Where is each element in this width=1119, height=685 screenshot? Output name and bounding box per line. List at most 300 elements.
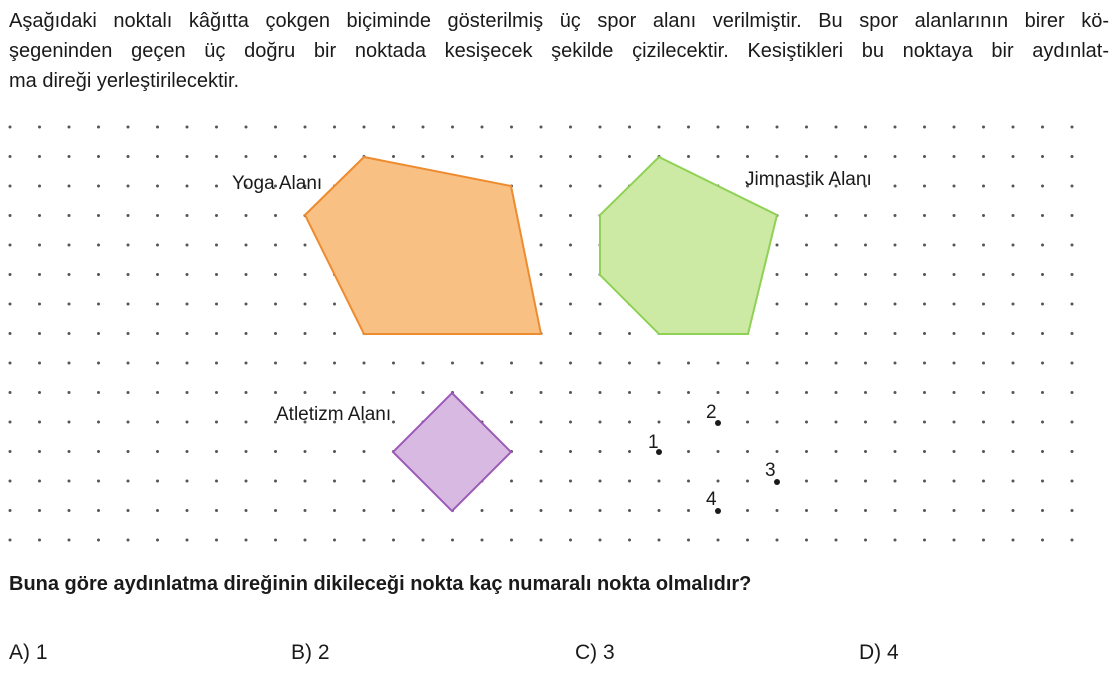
problem-line-1: Aşağıdaki noktalı kâğıtta çokgen biçiminde gösterilmiş üç spor alanı verilmiştir. Bu spor alanlarının birer kö-	[9, 10, 1109, 32]
grid-dot	[422, 362, 425, 365]
grid-dot	[864, 332, 867, 335]
gymnastics-area-label: Jimnastik Alanı	[745, 169, 872, 190]
grid-dot	[422, 391, 425, 394]
grid-dot	[599, 539, 602, 542]
grid-dot	[304, 155, 307, 158]
grid-dot	[982, 539, 985, 542]
grid-dot	[864, 421, 867, 424]
grid-dot	[776, 539, 779, 542]
grid-dot	[982, 214, 985, 217]
grid-dot	[835, 273, 838, 276]
candidate-point-2	[706, 402, 721, 426]
grid-dot	[540, 126, 543, 129]
grid-dot	[304, 126, 307, 129]
grid-dot	[894, 509, 897, 512]
grid-dot	[746, 126, 749, 129]
grid-dot	[894, 391, 897, 394]
grid-dot	[274, 539, 277, 542]
candidate-point-1	[648, 432, 662, 455]
grid-dot	[1012, 539, 1015, 542]
grid-dot	[127, 362, 130, 365]
grid-dot	[333, 480, 336, 483]
grid-dot	[923, 214, 926, 217]
grid-dot	[569, 214, 572, 217]
grid-dot	[1041, 332, 1044, 335]
grid-dot	[982, 362, 985, 365]
grid-dot	[746, 480, 749, 483]
grid-dot	[274, 450, 277, 453]
choice-d[interactable]: D) 4	[859, 641, 899, 664]
grid-dot	[68, 480, 71, 483]
grid-dot	[9, 214, 12, 217]
grid-dot	[274, 480, 277, 483]
grid-dot	[894, 450, 897, 453]
grid-dot	[540, 391, 543, 394]
grid-dot	[894, 421, 897, 424]
grid-dot	[245, 480, 248, 483]
grid-dot	[953, 244, 956, 247]
grid-dot	[864, 244, 867, 247]
grid-dot	[953, 155, 956, 158]
grid-dot	[186, 155, 189, 158]
grid-dot	[245, 332, 248, 335]
grid-dot	[215, 126, 218, 129]
grid-dot	[953, 303, 956, 306]
grid-dot	[746, 421, 749, 424]
grid-dot	[923, 362, 926, 365]
grid-dot	[156, 126, 159, 129]
grid-dot	[481, 509, 484, 512]
grid-dot	[1041, 421, 1044, 424]
grid-dot	[894, 362, 897, 365]
grid-dot	[540, 509, 543, 512]
candidate-point-4	[706, 489, 721, 514]
grid-dot	[1041, 244, 1044, 247]
grid-dot	[392, 480, 395, 483]
grid-dot	[894, 155, 897, 158]
grid-dot	[805, 126, 808, 129]
grid-dot	[304, 244, 307, 247]
grid-dot	[127, 214, 130, 217]
grid-dot	[38, 362, 41, 365]
grid-dot	[746, 539, 749, 542]
grid-dot	[9, 480, 12, 483]
grid-dot	[540, 539, 543, 542]
grid-dot	[68, 155, 71, 158]
grid-dot	[687, 391, 690, 394]
grid-dot	[38, 126, 41, 129]
grid-dot	[274, 362, 277, 365]
grid-dot	[274, 126, 277, 129]
grid-dot	[923, 155, 926, 158]
grid-dot	[923, 126, 926, 129]
grid-dot	[1012, 421, 1015, 424]
grid-dot	[245, 303, 248, 306]
grid-dot	[422, 539, 425, 542]
grid-dot	[156, 303, 159, 306]
grid-dot	[835, 214, 838, 217]
grid-dot	[628, 391, 631, 394]
grid-dot	[805, 273, 808, 276]
grid-dot	[274, 303, 277, 306]
grid-dot	[156, 539, 159, 542]
grid-dot	[599, 303, 602, 306]
grid-dot	[1041, 303, 1044, 306]
choice-a[interactable]: A) 1	[9, 641, 48, 664]
grid-dot	[599, 155, 602, 158]
grid-dot	[38, 480, 41, 483]
grid-dot	[1041, 362, 1044, 365]
grid-dot	[9, 391, 12, 394]
grid-dot	[923, 332, 926, 335]
grid-dot	[451, 155, 454, 158]
grid-dot	[599, 421, 602, 424]
grid-dot	[333, 539, 336, 542]
grid-dot	[9, 450, 12, 453]
grid-dot	[1071, 362, 1074, 365]
grid-dot	[68, 273, 71, 276]
grid-dot	[953, 362, 956, 365]
grid-dot	[215, 450, 218, 453]
grid-dot	[982, 155, 985, 158]
grid-dot	[717, 391, 720, 394]
grid-dot	[835, 391, 838, 394]
grid-dot	[569, 244, 572, 247]
grid-dot	[599, 332, 602, 335]
grid-dot	[1071, 391, 1074, 394]
choice-b[interactable]: B) 2	[291, 641, 330, 664]
grid-dot	[717, 155, 720, 158]
grid-dot	[451, 126, 454, 129]
grid-dot	[864, 126, 867, 129]
grid-dot	[599, 185, 602, 188]
grid-dot	[333, 332, 336, 335]
grid-dot	[953, 273, 956, 276]
problem-line-3: ma direği yerleştirilecektir.	[9, 70, 240, 92]
grid-dot	[333, 303, 336, 306]
grid-dot	[805, 391, 808, 394]
grid-dot	[392, 155, 395, 158]
grid-dot	[215, 421, 218, 424]
grid-dot	[599, 362, 602, 365]
grid-dot	[1012, 244, 1015, 247]
grid-dot	[481, 155, 484, 158]
grid-dot	[687, 480, 690, 483]
grid-dot	[805, 332, 808, 335]
grid-dot	[97, 509, 100, 512]
grid-dot	[658, 509, 661, 512]
grid-dot	[97, 332, 100, 335]
grid-dot	[186, 185, 189, 188]
grid-dot	[746, 362, 749, 365]
grid-dot	[569, 332, 572, 335]
grid-dot	[481, 362, 484, 365]
grid-dot	[923, 539, 926, 542]
grid-dot	[1012, 332, 1015, 335]
grid-dot	[481, 391, 484, 394]
grid-dot	[186, 450, 189, 453]
grid-dot	[363, 450, 366, 453]
athletics-area-label: Atletizm Alanı	[276, 404, 392, 425]
grid-dot	[38, 303, 41, 306]
grid-dot	[628, 480, 631, 483]
grid-dot	[540, 273, 543, 276]
grid-dot	[540, 155, 543, 158]
grid-dot	[628, 332, 631, 335]
grid-dot	[215, 480, 218, 483]
grid-dot	[894, 214, 897, 217]
grid-dot	[245, 214, 248, 217]
grid-dot	[9, 185, 12, 188]
grid-dot	[540, 450, 543, 453]
grid-dot	[835, 126, 838, 129]
grid-dot	[38, 509, 41, 512]
grid-dot	[38, 332, 41, 335]
grid-dot	[510, 155, 513, 158]
grid-dot	[776, 332, 779, 335]
grid-dot	[894, 126, 897, 129]
grid-dot	[540, 244, 543, 247]
grid-dot	[599, 509, 602, 512]
grid-dot	[510, 126, 513, 129]
grid-dot	[835, 155, 838, 158]
grid-dot	[245, 421, 248, 424]
grid-dot	[1071, 185, 1074, 188]
grid-dot	[1012, 273, 1015, 276]
grid-dot	[68, 244, 71, 247]
grid-dot	[9, 509, 12, 512]
grid-dot	[717, 480, 720, 483]
grid-dot	[687, 155, 690, 158]
grid-dot	[68, 185, 71, 188]
grid-dot	[1071, 273, 1074, 276]
grid-dot	[628, 155, 631, 158]
grid-dot	[982, 480, 985, 483]
grid-dot	[569, 480, 572, 483]
grid-dot	[68, 391, 71, 394]
grid-dot	[97, 450, 100, 453]
grid-dot	[805, 539, 808, 542]
grid-dot	[982, 244, 985, 247]
grid-dot	[982, 391, 985, 394]
grid-dot	[687, 421, 690, 424]
grid-dot	[805, 362, 808, 365]
grid-dot	[186, 421, 189, 424]
grid-dot	[1041, 214, 1044, 217]
grid-dot	[540, 421, 543, 424]
grid-dot	[953, 421, 956, 424]
grid-dot	[156, 332, 159, 335]
grid-dot	[97, 214, 100, 217]
grid-dot	[68, 126, 71, 129]
grid-dot	[894, 244, 897, 247]
grid-dot	[186, 391, 189, 394]
grid-dot	[97, 155, 100, 158]
grid-dot	[97, 273, 100, 276]
grid-dot	[451, 362, 454, 365]
grid-dot	[392, 539, 395, 542]
grid-dot	[776, 362, 779, 365]
grid-dot	[510, 362, 513, 365]
grid-dot	[864, 362, 867, 365]
grid-dot	[1071, 303, 1074, 306]
grid-dot	[215, 509, 218, 512]
grid-dot	[481, 539, 484, 542]
grid-dot	[953, 214, 956, 217]
grid-dot	[894, 273, 897, 276]
grid-dot	[451, 539, 454, 542]
grid-dot	[776, 450, 779, 453]
grid-dot	[215, 155, 218, 158]
grid-dot	[510, 480, 513, 483]
grid-dot	[982, 303, 985, 306]
grid-dot	[569, 362, 572, 365]
choice-c[interactable]: C) 3	[575, 641, 615, 664]
grid-dot	[1012, 509, 1015, 512]
grid-dot	[245, 450, 248, 453]
grid-dot	[156, 450, 159, 453]
grid-dot	[864, 509, 867, 512]
grid-dot	[894, 332, 897, 335]
grid-dot	[127, 303, 130, 306]
grid-dot	[186, 244, 189, 247]
grid-dot	[923, 244, 926, 247]
grid-dot	[1041, 539, 1044, 542]
grid-dot	[215, 185, 218, 188]
grid-dot	[628, 539, 631, 542]
grid-dot	[658, 539, 661, 542]
grid-dot	[274, 509, 277, 512]
grid-dot	[38, 273, 41, 276]
grid-dot	[540, 185, 543, 188]
grid-dot	[776, 126, 779, 129]
grid-dot	[127, 155, 130, 158]
grid-dot	[1041, 273, 1044, 276]
grid-dot	[422, 126, 425, 129]
grid-dot	[304, 303, 307, 306]
grid-dot	[215, 332, 218, 335]
grid-dot	[156, 391, 159, 394]
grid-dot	[805, 155, 808, 158]
grid-dot	[186, 273, 189, 276]
grid-dot	[805, 509, 808, 512]
grid-dot	[97, 303, 100, 306]
grid-dot	[304, 539, 307, 542]
grid-dot	[97, 185, 100, 188]
grid-dot	[776, 155, 779, 158]
grid-dot	[569, 391, 572, 394]
grid-dot	[1041, 480, 1044, 483]
grid-dot	[245, 273, 248, 276]
grid-dot	[215, 273, 218, 276]
grid-dot	[923, 480, 926, 483]
grid-dot	[687, 539, 690, 542]
grid-dot	[628, 509, 631, 512]
grid-dot	[835, 421, 838, 424]
grid-dot	[9, 539, 12, 542]
grid-dot	[982, 509, 985, 512]
grid-dot	[540, 214, 543, 217]
grid-dot	[186, 362, 189, 365]
grid-dot	[982, 332, 985, 335]
grid-dot	[687, 450, 690, 453]
grid-dot	[1071, 421, 1074, 424]
grid-dot	[628, 421, 631, 424]
grid-dot	[923, 509, 926, 512]
grid-dot	[982, 450, 985, 453]
grid-dot	[1071, 214, 1074, 217]
grid-dot	[156, 362, 159, 365]
grid-dot	[68, 421, 71, 424]
grid-dot	[481, 126, 484, 129]
grid-dot	[186, 214, 189, 217]
grid-dot	[776, 509, 779, 512]
grid-dot	[776, 244, 779, 247]
grid-dot	[392, 509, 395, 512]
grid-dot	[38, 155, 41, 158]
grid-dot	[835, 480, 838, 483]
grid-dot	[274, 155, 277, 158]
grid-dot	[9, 126, 12, 129]
grid-dot	[1041, 185, 1044, 188]
grid-dot	[894, 480, 897, 483]
grid-dot	[127, 185, 130, 188]
grid-dot	[304, 332, 307, 335]
grid-dot	[38, 244, 41, 247]
grid-dot	[805, 303, 808, 306]
grid-dot	[38, 421, 41, 424]
grid-dot	[333, 362, 336, 365]
grid-dot	[97, 126, 100, 129]
grid-dot	[835, 539, 838, 542]
grid-dot	[569, 303, 572, 306]
grid-dot	[835, 362, 838, 365]
grid-dot	[9, 303, 12, 306]
grid-dot	[776, 303, 779, 306]
grid-dot	[1071, 244, 1074, 247]
candidate-point-3	[765, 460, 780, 485]
grid-dot	[127, 273, 130, 276]
grid-dot	[363, 391, 366, 394]
grid-dot	[1012, 303, 1015, 306]
grid-dot	[245, 244, 248, 247]
grid-dot	[156, 244, 159, 247]
grid-dot	[1012, 155, 1015, 158]
grid-dot	[127, 450, 130, 453]
grid-dot	[717, 539, 720, 542]
grid-dot	[245, 391, 248, 394]
grid-dot	[68, 509, 71, 512]
grid-dot	[127, 509, 130, 512]
grid-dot	[776, 391, 779, 394]
grid-dot	[923, 450, 926, 453]
grid-dot	[68, 214, 71, 217]
grid-dot	[245, 362, 248, 365]
grid-dot	[1012, 185, 1015, 188]
grid-dot	[333, 509, 336, 512]
question-text: Buna göre aydınlatma direğinin dikileceği nokta kaç numaralı nokta olmalıdır?	[9, 573, 752, 595]
grid-dot	[923, 303, 926, 306]
grid-dot	[392, 126, 395, 129]
grid-dot	[274, 273, 277, 276]
grid-dot	[540, 362, 543, 365]
yoga-area-label: Yoga Alanı	[232, 173, 323, 194]
grid-dot	[245, 126, 248, 129]
grid-dot	[982, 273, 985, 276]
grid-dot	[864, 391, 867, 394]
grid-dot	[38, 391, 41, 394]
grid-dot	[68, 332, 71, 335]
